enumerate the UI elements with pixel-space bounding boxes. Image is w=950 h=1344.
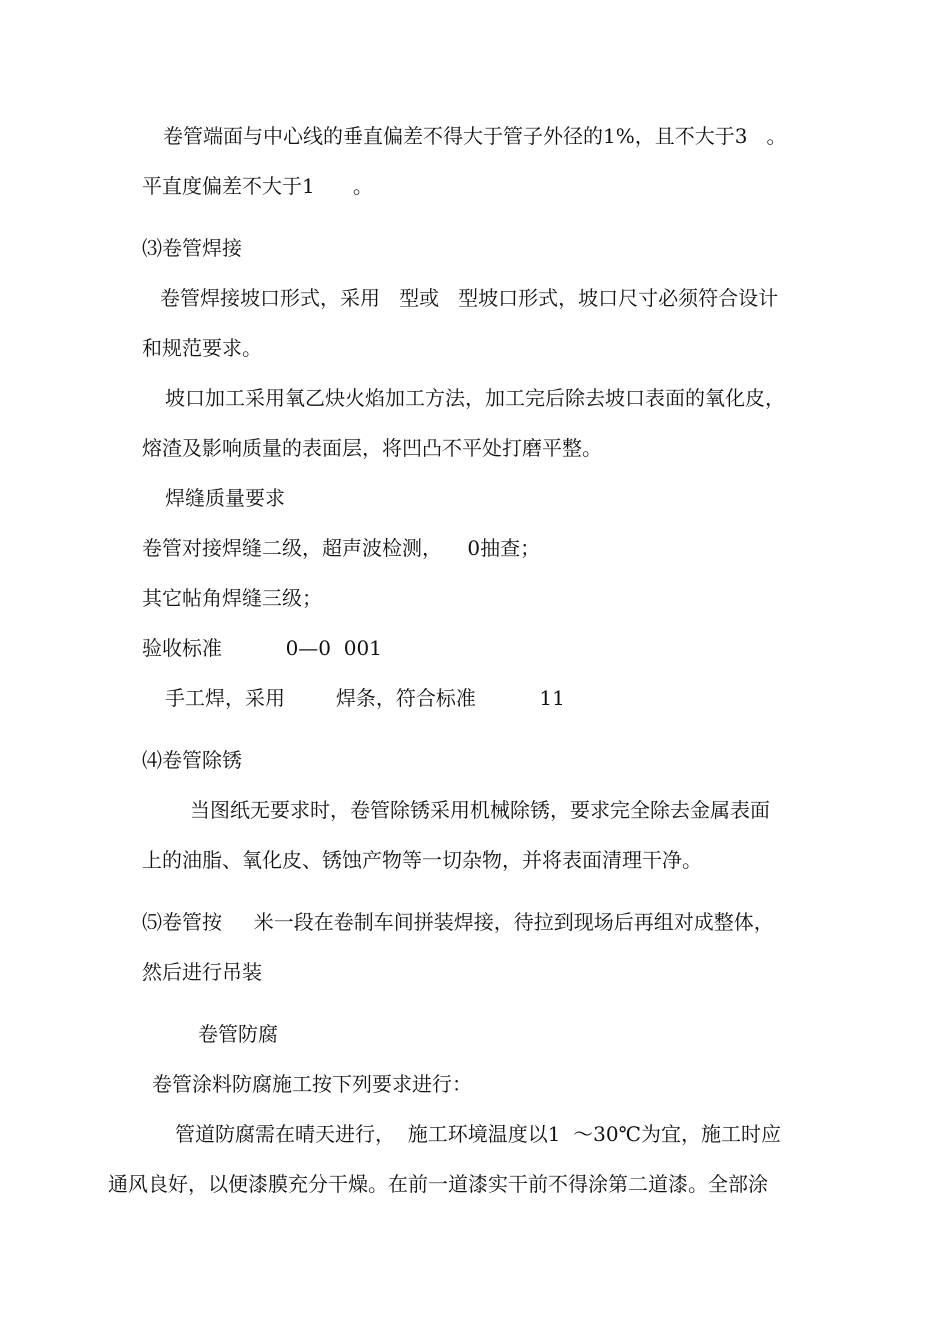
text-line: 坡口加工采用氧乙炔火焰加工方法，加工完后除去坡口表面的氧化皮，	[165, 386, 785, 410]
text-line: 熔渣及影响质量的表面层，将凹凸不平处打磨平整。	[142, 436, 602, 460]
section-subheading: 卷管防腐	[198, 1022, 278, 1046]
text-line: 管道防腐需在晴天进行， 施工环境温度以1 ～30℃为宜，施工时应	[175, 1122, 781, 1146]
text-line: 其它帖角焊缝三级；	[142, 586, 322, 610]
text-line: 卷管焊接坡口形式，采用 型或 型坡口形式，坡口尺寸必须符合设计	[160, 286, 779, 310]
text-line: 上的油脂、氧化皮、锈蚀产物等一切杂物，并将表面清理干净。	[142, 848, 702, 872]
section-subheading: 焊缝质量要求	[165, 486, 285, 510]
text-line: 手工焊，采用 焊条，符合标准 11	[165, 686, 565, 710]
section-heading: ⑷卷管除锈	[142, 748, 242, 772]
text-line: 卷管涂料防腐施工按下列要求进行：	[152, 1072, 472, 1096]
section-heading: ⑶卷管焊接	[142, 236, 242, 260]
text-line: 卷管端面与中心线的垂直偏差不得大于管子外径的1%，且不大于3 。	[163, 124, 787, 148]
text-line: 卷管对接焊缝二级，超声波检测， 0抽查；	[142, 536, 541, 560]
text-line: 和规范要求。	[142, 336, 262, 360]
text-line: 当图纸无要求时，卷管除锈采用机械除锈，要求完全除去金属表面	[190, 798, 770, 822]
section-heading: ⑸卷管按 米一段在卷制车间拼装焊接，待拉到现场后再组对成整体，	[142, 910, 774, 934]
text-line: 通风良好，以便漆膜充分干燥。在前一道漆实干前不得涂第二道漆。全部涂	[108, 1172, 768, 1196]
text-line: 验收标准 0—0 001	[142, 636, 382, 660]
text-line: 平直度偏差不大于1 。	[142, 174, 373, 198]
text-line: 然后进行吊装	[142, 960, 262, 984]
